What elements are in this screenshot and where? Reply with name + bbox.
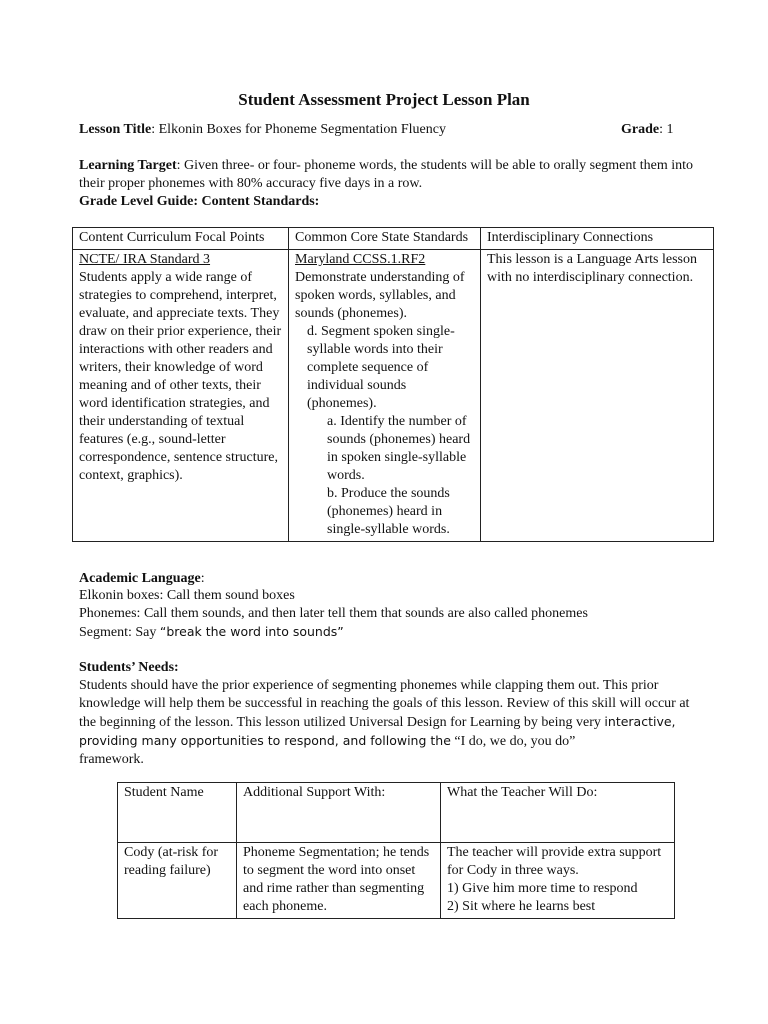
segment-prefix: Segment: Say [79, 625, 160, 640]
header-student-name: Student Name [118, 783, 237, 843]
academic-language-item: Elkonin boxes: Call them sound boxes [79, 588, 295, 603]
lesson-title-label: Lesson Title [79, 122, 152, 137]
teacher-action-intro: The teacher will provide extra support for Cody in three ways. [447, 845, 662, 878]
lesson-title-value: : Elkonin Boxes for Phoneme Segmentation Fluency [151, 122, 446, 137]
students-needs-quote: “I do, we do, you do” [450, 734, 576, 749]
teacher-action-1: 1) Give him more time to respond [447, 881, 638, 896]
academic-language-label: Academic Language [79, 571, 201, 586]
students-needs-text-3: framework. [79, 752, 144, 767]
student-needs-table [117, 782, 675, 919]
table-header-row [118, 783, 675, 843]
academic-language-colon: : [200, 571, 205, 586]
ccss-heading: Maryland CCSS.1.RF2 [295, 252, 426, 267]
ccss-item-b: b. Produce the sounds (phonemes) heard in single-syllable words. [327, 486, 450, 537]
ncte-standard-text: Students apply a wide range of strategies to comprehend, interpret, evaluate, and appreciate texts. They draw on their prior experience, their interactions with other readers and writers, their knowledge of word meaning and of other texts, their word identification strategies, and their understanding of textual features (e.g., sound-letter correspondence, sentence structure, context, graphics). [79, 270, 282, 483]
students-needs-heading: Students’ Needs: [79, 660, 179, 675]
grade-value: : 1 [659, 122, 674, 137]
focal-points-cell [73, 250, 289, 542]
common-core-cell [289, 250, 481, 542]
additional-support-cell: Phoneme Segmentation; he tends to segment the word into onset and rime rather than segmenting each phoneme. [237, 843, 441, 919]
table-header-row [73, 228, 714, 250]
learning-target-label: Learning Target [79, 158, 177, 173]
segment-quote: “break the word into sounds” [159, 624, 344, 639]
academic-language-item: Phonemes: Call them sounds, and then later tell them that sounds are also called phonemes [79, 606, 588, 621]
learning-target [79, 157, 715, 193]
ccss-item-a: a. Identify the number of sounds (phonemes) heard in spoken single-syllable words. [327, 414, 471, 483]
header-focal-points: Content Curriculum Focal Points [73, 228, 289, 250]
content-standards-table [72, 227, 714, 542]
header-interdisciplinary: Interdisciplinary Connections [481, 228, 714, 250]
header-additional-support: Additional Support With: [237, 783, 441, 843]
header-common-core: Common Core State Standards [289, 228, 481, 250]
academic-language-heading [79, 570, 719, 588]
table-row [118, 843, 675, 919]
grade-level-guide-heading: Grade Level Guide: Content Standards: [79, 194, 320, 209]
students-needs-text-1: Students should have the prior experience of segmenting phonemes while clapping them out. This prior knowledge will help them be successful in reaching the goals of this lesson. Review of this skill will occur at the beginning of the lesson. This lesson utilized Universal Design for Learning by being very [79, 678, 690, 730]
grade-line [621, 121, 674, 139]
academic-language-segment [79, 623, 719, 642]
ccss-item-d: d. Segment spoken single-syllable words into their complete sequence of individual sounds (phonemes). [307, 324, 455, 411]
header-teacher-will-do: What the Teacher Will Do: [441, 783, 675, 843]
teacher-action-cell [441, 843, 675, 919]
learning-target-text: : Given three- or four- phoneme words, the students will be able to orally segment them into their proper phonemes with 80% accuracy five days in a row. [79, 158, 694, 191]
students-needs-text-2: interactive, providing many opportunities to respond, and following the [79, 714, 676, 748]
student-name-cell: Cody (at-risk for reading failure) [118, 843, 237, 919]
teacher-action-2: 2) Sit where he learns best [447, 899, 596, 914]
lesson-title-line [79, 121, 446, 139]
grade-label: Grade [621, 122, 660, 137]
ncte-standard-heading: NCTE/ IRA Standard 3 [79, 252, 211, 267]
page-title: Student Assessment Project Lesson Plan [238, 90, 530, 109]
ccss-text: Demonstrate understanding of spoken words, syllables, and sounds (phonemes). [295, 270, 465, 321]
table-row [73, 250, 714, 542]
students-needs-paragraph [79, 677, 709, 769]
interdisciplinary-cell: This lesson is a Language Arts lesson with no interdisciplinary connection. [481, 250, 714, 542]
